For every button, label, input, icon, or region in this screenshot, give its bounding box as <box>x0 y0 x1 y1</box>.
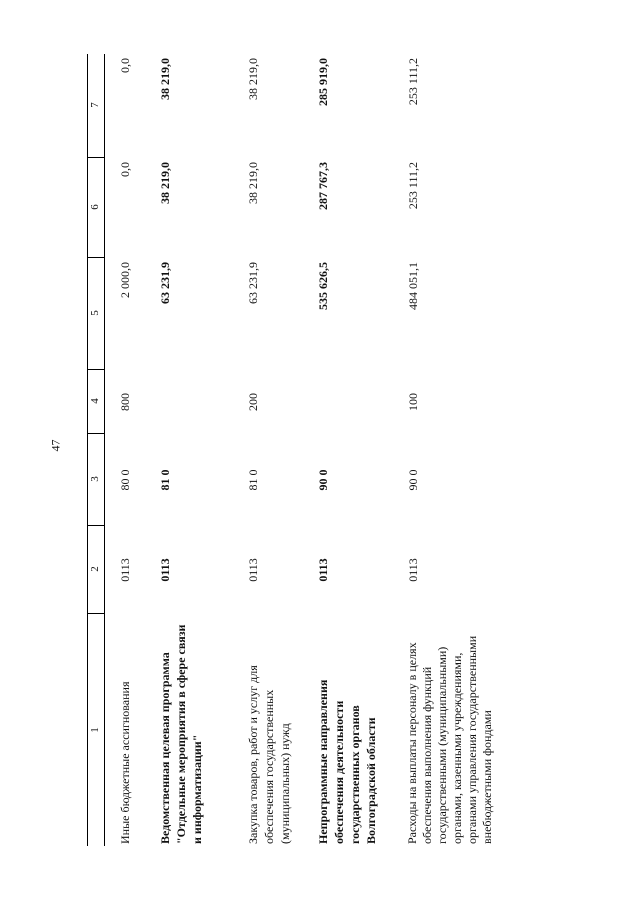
header-col-1: 1 <box>89 727 101 733</box>
row-amount-2: 253 111,2 <box>406 162 420 210</box>
budget-table <box>87 54 494 846</box>
header-col-5: 5 <box>87 257 104 370</box>
row-target-code: 90 0 <box>406 469 420 491</box>
row-name: Иные бюджетные ассигнования <box>118 681 132 844</box>
row-expense-type: 100 <box>406 393 420 411</box>
header-col-2: 2 <box>87 525 104 614</box>
row-amount-1: 484 051,1 <box>406 262 420 310</box>
row-name: Расходы на выплаты персоналу в целях обеспечения выполнения функций государственными (муниципальными) органами, казенными учреждениями, органами управления государственными внебюджетными фондами <box>405 635 494 844</box>
row-amount-1: 2 000,0 <box>118 262 132 298</box>
row-expense-type: 800 <box>118 393 132 411</box>
row-amount-3: 38 219,0 <box>246 58 260 100</box>
row-amount-2: 287 767,3 <box>316 162 330 210</box>
row-section-code: 0113 <box>158 558 172 582</box>
row-target-code: 90 0 <box>316 469 330 491</box>
header-col-7: 7 <box>87 53 104 158</box>
row-amount-3: 253 111,2 <box>406 58 420 106</box>
row-section-code: 0113 <box>406 558 420 582</box>
row-amount-2: 38 219,0 <box>246 162 260 204</box>
header-bottom-border <box>104 54 105 846</box>
header-col-3: 3 <box>87 433 104 526</box>
row-amount-3: 38 219,0 <box>158 58 172 100</box>
row-name: Непрограммные направления обеспечения деятельности государственных органов Волгоградской области <box>316 679 378 844</box>
row-amount-1: 535 626,5 <box>316 262 330 310</box>
header-col-6: 6 <box>87 157 104 258</box>
row-amount-1: 63 231,9 <box>246 262 260 304</box>
row-expense-type: 200 <box>246 393 260 411</box>
header-col-4: 4 <box>87 369 104 434</box>
row-name: Ведомственная целевая программа "Отдельные мероприятия в сфере связи и информатизации" <box>158 624 204 844</box>
row-target-code: 81 0 <box>158 469 172 491</box>
row-name: Закупка товаров, работ и услуг для обеспечения государственных (муниципальных) нужд <box>246 665 292 844</box>
row-target-code: 80 0 <box>118 469 132 491</box>
row-section-code: 0113 <box>246 558 260 582</box>
row-amount-1: 63 231,9 <box>158 262 172 304</box>
row-amount-2: 38 219,0 <box>158 162 172 204</box>
page-number: 47 <box>48 439 63 452</box>
row-target-code: 81 0 <box>246 469 260 491</box>
row-amount-2: 0,0 <box>118 162 132 177</box>
row-amount-3: 0,0 <box>118 58 132 73</box>
row-amount-3: 285 919,0 <box>316 58 330 106</box>
row-section-code: 0113 <box>118 558 132 582</box>
rotated-sheet <box>87 54 494 846</box>
row-section-code: 0113 <box>316 558 330 582</box>
